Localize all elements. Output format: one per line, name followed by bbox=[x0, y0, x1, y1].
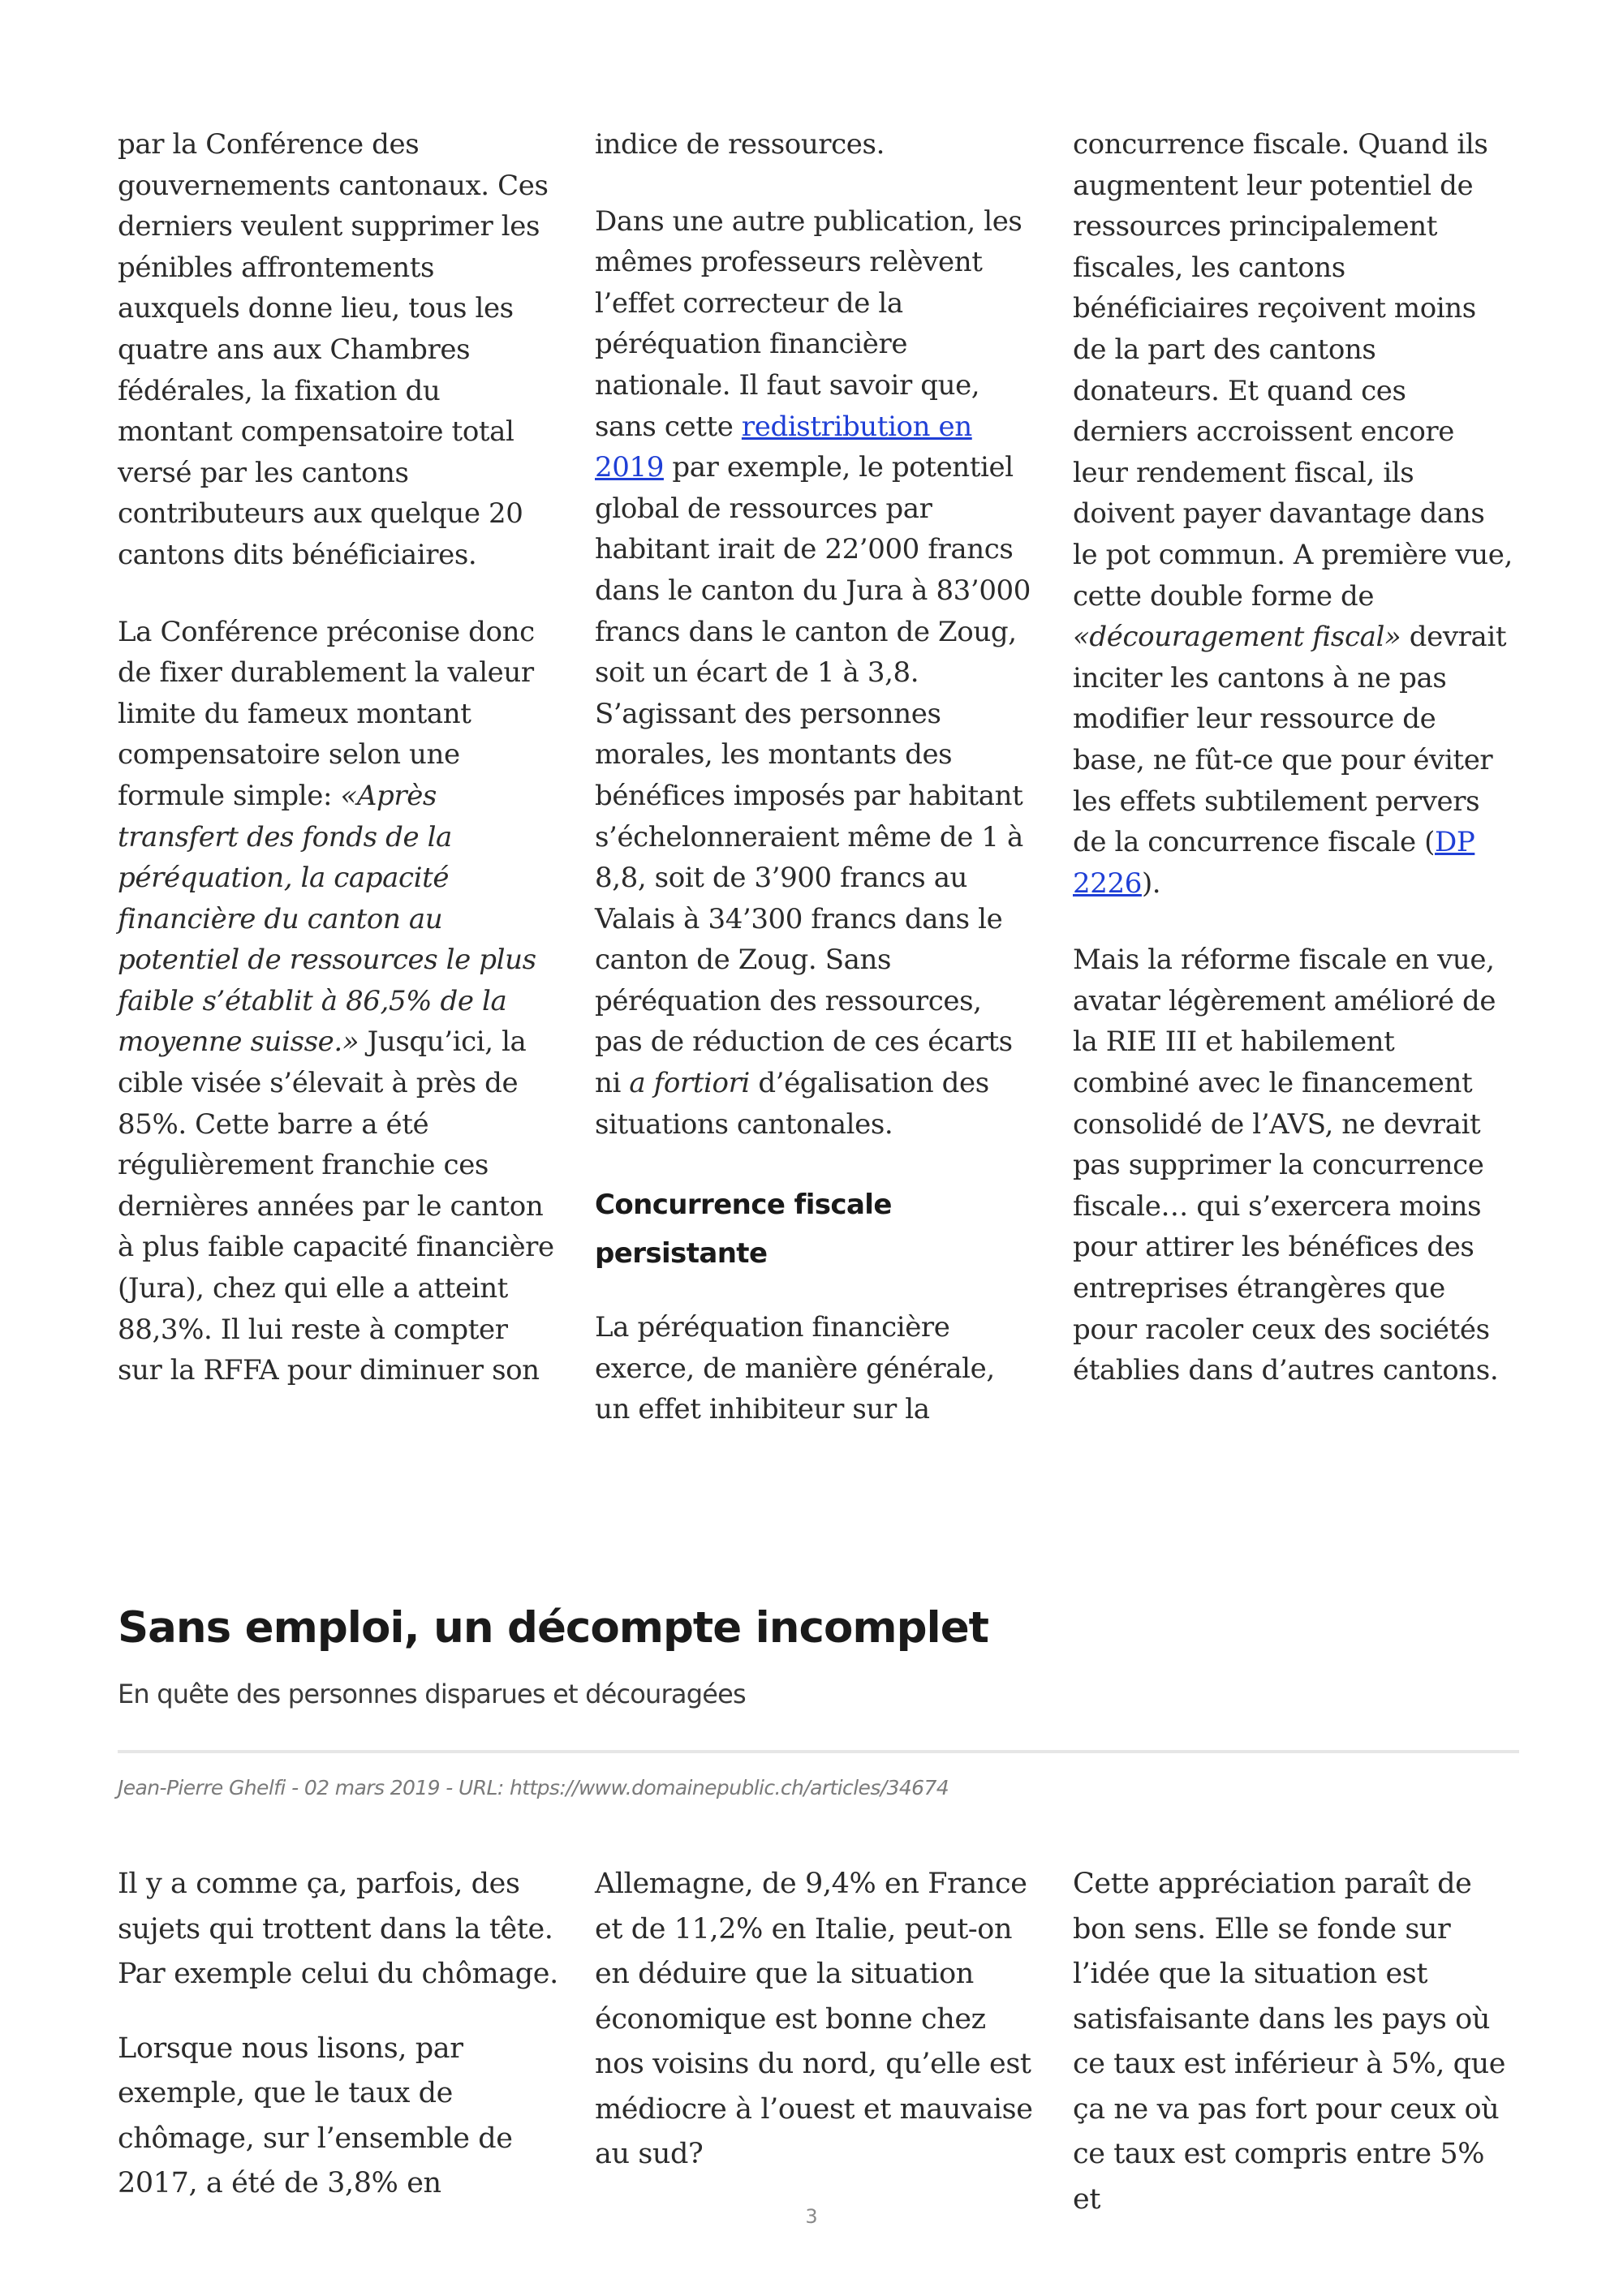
text-run: La Conférence préconise donc de fixer durablement la valeur limite du fameux montant compensatoire selon une formule simple: bbox=[118, 615, 535, 812]
emphasis: «découragement fiscal» bbox=[1073, 621, 1401, 654]
paragraph: Allemagne, de 9,4% en France et de 11,2% en Italie, peut-on en déduire que la situation économique est bonne chez nos voisins du nord, qu’elle est médiocre à l’ouest et mauvaise au sud? bbox=[595, 1868, 1033, 2170]
paragraph: La péréquation financière exerce, de manière générale, un effet inhibiteur sur la bbox=[595, 1311, 995, 1426]
paragraph bbox=[1073, 124, 1515, 904]
paragraph: Cette appréciation paraît de bon sens. Elle se fonde sur l’idée que la situation est satisfaisante dans les pays où ce taux est inférieur à 5%, que ça ne va pas fort pour ceux où ce taux est compris entre 5% et bbox=[1073, 1868, 1506, 2216]
article2-column-2 bbox=[595, 1862, 1037, 2178]
text-run: Jusqu’ici, la cible visée s’élevait à près de 85%. Cette barre a été régulièrement franchie ces dernières années par le canton à plus faible capacité financière (Jura), chez qui elle a atteint 88,3%. Il lui reste à compter sur la RFFA pour diminuer son bbox=[118, 1025, 554, 1387]
paragraph: Mais la réforme fiscale en vue, avatar légèrement amélioré de la RIE III et habilement combiné avec le financement consolidé de l’AVS, ne devrait pas supprimer la concurrence fiscale… qui s’exercera moins pour attirer les bénéfices des entreprises étrangères que pour racoler ceux des sociétés établies dans d’autres cantons. bbox=[1073, 944, 1499, 1387]
page-number: 3 bbox=[805, 2205, 818, 2228]
text-run: concurrence fiscale. Quand ils augmentent leur potentiel de ressources principalement fiscales, les cantons bénéficiaires reçoivent moins de la part des cantons donateurs. Et quand ces derniers accroissent encore leur rendement fiscal, ils doivent payer davantage dans le pot commun. A première vue, cette double forme de bbox=[1073, 128, 1513, 613]
article1-column-3 bbox=[1073, 124, 1515, 1391]
paragraph bbox=[118, 612, 560, 1391]
text-run: ). bbox=[1141, 866, 1161, 900]
paragraph: par la Conférence des gouvernements cantonaux. Ces derniers veulent supprimer les pénibles affrontements auxquels donne lieu, tous les quatre ans aux Chambres fédérales, la fixation du montant compensatoire total versé par les cantons contributeurs aux quelque 20 cantons dits bénéficiaires. bbox=[118, 128, 549, 571]
article1-column-2 bbox=[595, 124, 1037, 1430]
redistribution-link[interactable]: redistribution en 2019 bbox=[595, 410, 972, 484]
paragraph: Lorsque nous lisons, par exemple, que le taux de chômage, sur l’ensemble de 2017, a été de 3,8% en bbox=[118, 2032, 513, 2199]
divider bbox=[118, 1750, 1519, 1753]
article1-column-1 bbox=[118, 124, 560, 1391]
section-heading: Concurrence fiscale persistante bbox=[595, 1189, 892, 1271]
dp-2226-link[interactable]: DP 2226 bbox=[1073, 826, 1475, 900]
text-run: devrait inciter les cantons à ne pas modifier leur ressource de base, ne fût-ce que pour éviter les effets subtilement pervers de la concurrence fiscale ( bbox=[1073, 621, 1507, 859]
article-subtitle: En quête des personnes disparues et découragées bbox=[118, 1679, 746, 1709]
article-meta: Jean-Pierre Ghelfi - 02 mars 2019 - URL: https://www.domainepublic.ch/articles/34674 bbox=[118, 1776, 949, 1799]
text-run: par exemple, le potentiel global de ressources par habitant irait de 22’000 francs dans le canton du Jura à 83’000 francs dans le canton de Zoug, soit un écart de 1 à 3,8. S’agissant des personnes morales, les montants des bénéfices imposés par habitant s’échelonneraient même de 1 à 8,8, soit de 3’900 francs au Valais à 34’300 francs dans le canton de Zoug. Sans péréquation des ressources, pas de réduction de ces écarts ni bbox=[595, 451, 1031, 1100]
paragraph: Il y a comme ça, parfois, des sujets qui trottent dans la tête. Par exemple celui du chômage. bbox=[118, 1868, 558, 1990]
article-title: Sans emploi, un décompte incomplet bbox=[118, 1603, 988, 1653]
paragraph bbox=[595, 201, 1037, 1146]
text-run: d’égalisation des situations cantonales. bbox=[595, 1067, 989, 1141]
paragraph: indice de ressources. bbox=[595, 128, 885, 161]
article2-column-3 bbox=[1073, 1862, 1515, 2222]
text-run: Dans une autre publication, les mêmes professeurs relèvent l’effet correcteur de la péréquation financière nationale. Il faut savoir que, sans cette bbox=[595, 204, 1022, 443]
article2-column-1 bbox=[118, 1862, 560, 2207]
emphasis: a fortiori bbox=[629, 1067, 750, 1100]
quote: «Après transfert des fonds de la péréquation, la capacité financière du canton au potentiel de ressources le plus faible s’établit à 86,5% de la moyenne suisse.» bbox=[118, 779, 536, 1059]
